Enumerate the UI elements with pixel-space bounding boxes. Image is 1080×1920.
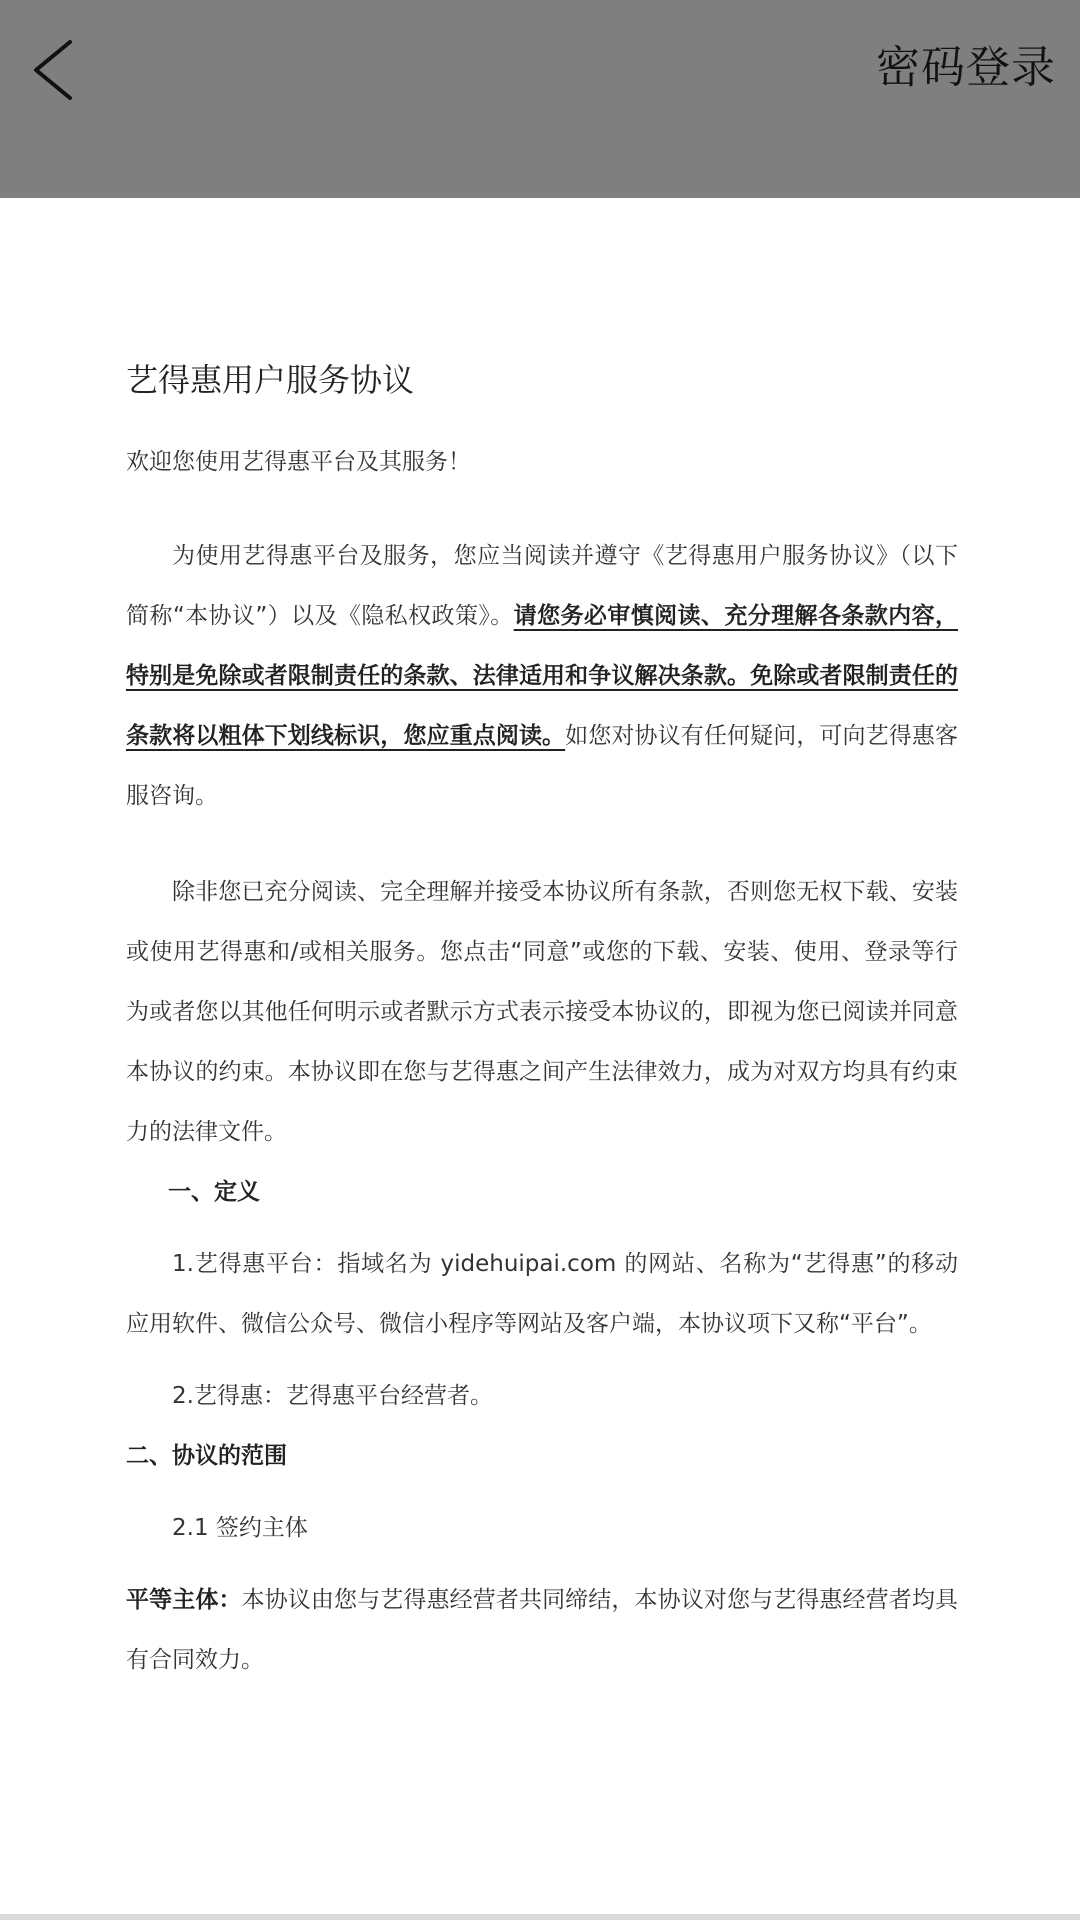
section-definitions-title: 一、定义 <box>168 1179 260 1205</box>
equal-parties-text: 本协议由您与艺得惠经营者共同缔结，本协议对您与艺得惠经营者均具有合同效力。 <box>126 1587 959 1673</box>
welcome-text: 欢迎您使用艺得惠平台及其服务！ <box>126 449 471 475</box>
bottom-divider <box>0 1914 1080 1920</box>
intro-tail: 如您对协议有任何疑问，可向艺得惠客服咨询。 <box>126 723 959 809</box>
subsection-parties: 2.1 签约主体 <box>172 1515 308 1541</box>
password-login-link[interactable]: 密码登录 <box>876 42 1056 93</box>
document-title: 艺得惠用户服务协议 <box>126 361 415 399</box>
equal-parties-label: 平等主体： <box>126 1587 242 1613</box>
intro-lead: 为使用艺得惠平台及服务，您应当阅读并遵守《艺得惠用户服务协议》（以下简称“本协议”）以及《隐私权政策》。 <box>126 543 958 629</box>
intro-paragraph <box>126 526 958 826</box>
chevron-left-icon <box>18 30 98 110</box>
definition-platform: 1.艺得惠平台：指域名为 yidehuipai.com 的网站、名称为“艺得惠”的移动应用软件、微信公众号、微信小程序等网站及客户端，本协议项下又称“平台”。 <box>126 1251 958 1337</box>
agreement-content <box>126 350 958 1690</box>
consent-paragraph: 除非您已充分阅读、完全理解并接受本协议所有条款，否则您无权下载、安装或使用艺得惠和/或相关服务。您点击“同意”或您的下载、安装、使用、登录等行为或者您以其他任何明示或者默示方式表示接受本协议的，即视为您已阅读并同意本协议的约束。本协议即在您与艺得惠之间产生法律效力，成为对双方均具有约束力的法律文件。 <box>126 879 958 1145</box>
definition-operator: 2.艺得惠：艺得惠平台经营者。 <box>172 1383 493 1409</box>
intro-emphasis: 请您务必审慎阅读、充分理解各条款内容，特别是免除或者限制责任的条款、法律适用和争议解决条款。免除或者限制责任的条款将以粗体下划线标识，您应重点阅读。 <box>126 603 959 749</box>
equal-parties-paragraph <box>126 1570 958 1690</box>
top-bar <box>0 0 1080 198</box>
back-button[interactable] <box>18 30 98 110</box>
section-scope-title: 二、协议的范围 <box>126 1443 287 1469</box>
